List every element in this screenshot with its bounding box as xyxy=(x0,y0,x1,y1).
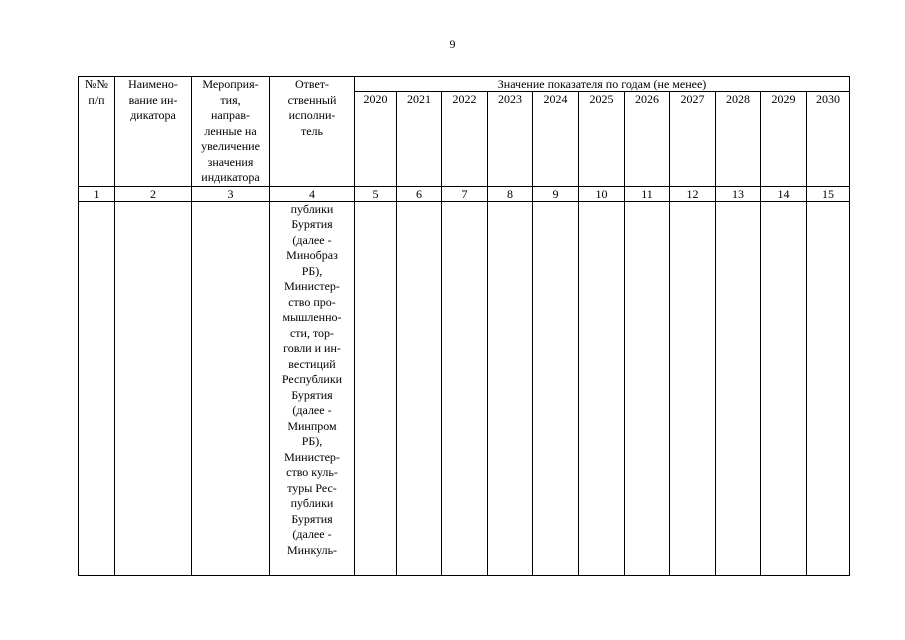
year-header: 2023 xyxy=(488,92,533,186)
measures-cell xyxy=(192,201,270,575)
num-cell xyxy=(79,201,115,575)
header-executor xyxy=(270,77,355,187)
column-number: 12 xyxy=(670,186,716,201)
value-cell-2023 xyxy=(488,201,533,575)
column-number: 3 xyxy=(192,186,270,201)
value-cell-2028 xyxy=(716,201,761,575)
value-cell-2020 xyxy=(355,201,397,575)
column-number: 15 xyxy=(807,186,850,201)
header-name-label: Наимено- вание ин- дикатора xyxy=(128,77,178,122)
column-number: 6 xyxy=(397,186,442,201)
year-header: 2025 xyxy=(579,92,625,186)
indicator-table xyxy=(78,76,850,576)
year-header: 2021 xyxy=(397,92,442,186)
header-executor-label: Ответ- ственный исполни- тель xyxy=(287,77,337,138)
name-cell xyxy=(115,201,192,575)
column-number: 4 xyxy=(270,186,355,201)
header-num-label: №№ п/п xyxy=(85,77,108,107)
header-measures xyxy=(192,77,270,187)
year-header: 2030 xyxy=(807,92,850,186)
value-cell-2030 xyxy=(807,201,850,575)
column-number: 10 xyxy=(579,186,625,201)
year-header: 2028 xyxy=(716,92,761,186)
year-header: 2029 xyxy=(761,92,807,186)
column-number: 11 xyxy=(625,186,670,201)
executor-cell xyxy=(270,201,355,575)
value-cell-2025 xyxy=(579,201,625,575)
column-number-row xyxy=(79,186,850,201)
column-number: 7 xyxy=(442,186,488,201)
executor-text: публики Бурятия (далее - Минобраз РБ), Министер- ство про- мышленно- сти, тор- говли и ин- вестиций Республики Бурятия (далее - Минпром РБ), Министер- ство куль- туры Рес- публики Бурятия (далее - Минкуль- xyxy=(281,201,343,557)
column-number: 2 xyxy=(115,186,192,201)
column-number: 1 xyxy=(79,186,115,201)
year-header: 2026 xyxy=(625,92,670,186)
year-header: 2020 xyxy=(355,92,397,186)
column-number: 8 xyxy=(488,186,533,201)
column-number: 13 xyxy=(716,186,761,201)
value-cell-2021 xyxy=(397,201,442,575)
page-number: 9 xyxy=(449,37,456,51)
column-number: 9 xyxy=(533,186,579,201)
value-cell-2022 xyxy=(442,201,488,575)
year-header: 2027 xyxy=(670,92,716,186)
header-name xyxy=(115,77,192,187)
header-years-group: Значение показателя по годам (не менее) xyxy=(355,77,850,92)
column-number: 14 xyxy=(761,186,807,201)
value-cell-2029 xyxy=(761,201,807,575)
value-cell-2027 xyxy=(670,201,716,575)
year-header: 2024 xyxy=(533,92,579,186)
value-cell-2026 xyxy=(625,201,670,575)
header-row-1 xyxy=(79,77,850,92)
header-num xyxy=(79,77,115,187)
header-measures-label: Мероприя- тия, направ- ленные на увеличение значения индикатора xyxy=(201,77,260,184)
year-header: 2022 xyxy=(442,92,488,186)
column-number: 5 xyxy=(355,186,397,201)
table-row xyxy=(79,201,850,575)
value-cell-2024 xyxy=(533,201,579,575)
